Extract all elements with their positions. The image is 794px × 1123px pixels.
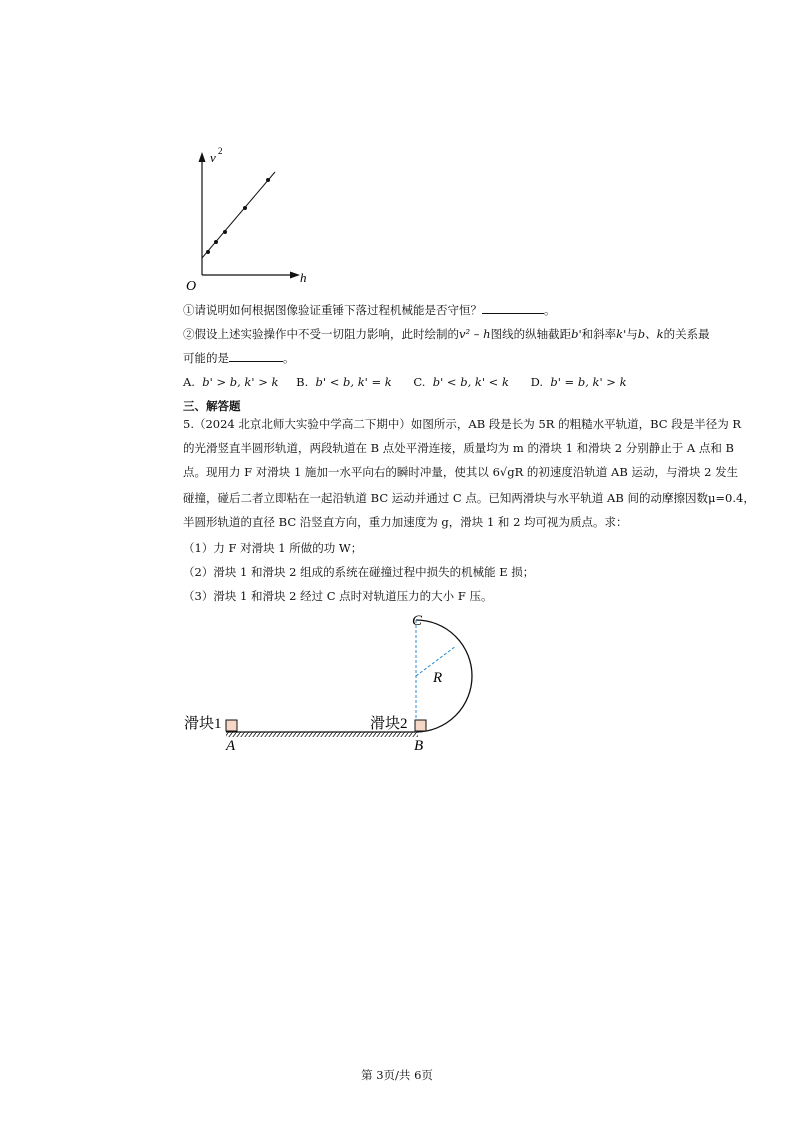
problem-5-line: 点。现用力 F 对滑块 1 施加一水平向右的瞬时冲量，使其以 6√gR 的初速度沿轨道 AB 运动，与滑块 2 发生	[183, 465, 739, 479]
data-point	[243, 206, 247, 210]
slider-1-block	[226, 720, 237, 731]
problem-5-line: 半圆形轨道的直径 BC 沿竖直方向，重力加速度为 g，滑块 1 和 2 均可视为质点。求：	[183, 515, 628, 529]
label-slider-2: 滑块2	[370, 716, 408, 732]
sub-question-1: （1）力 F 对滑块 1 所做的功 W；	[183, 541, 363, 555]
label-a: A	[226, 738, 236, 754]
origin-label: O	[186, 279, 197, 294]
label-c: C	[412, 613, 423, 629]
data-point	[266, 178, 270, 182]
y-axis-sup: 2	[218, 146, 223, 156]
x-axis-label: h	[300, 270, 307, 285]
label-b: B	[414, 738, 424, 754]
fit-line	[202, 172, 275, 258]
options-row	[183, 374, 627, 390]
problem-5-line: 碰撞，碰后二者立即粘在一起沿轨道 BC 运动并通过 C 点。已知两滑块与水平轨道 AB 间的动摩擦因数μ=0.4，	[183, 491, 755, 505]
answer-blank-2[interactable]	[229, 350, 283, 362]
v2-h-graph	[180, 140, 330, 295]
sub-question-2: （2）滑块 1 和滑块 2 组成的系统在碰撞过程中损失的机械能 E 损；	[183, 565, 535, 579]
question-2-line1: ②假设上述实验操作中不受一切阻力影响，此时绘制的v² – h图线的纵轴截距b'和斜率k'与b、k的关系最	[183, 327, 710, 341]
section-title: 三、解答题	[183, 399, 241, 413]
semicircle-track	[416, 620, 472, 732]
question-2-line2: 可能的是 。	[183, 351, 295, 365]
track-diagram	[180, 608, 480, 758]
option-b[interactable]: B. b' < b, k' = k	[296, 375, 392, 389]
sub-question-3: （3）滑块 1 和滑块 2 经过 C 点时对轨道压力的大小 F 压。	[183, 589, 493, 603]
ground-hatch	[226, 732, 418, 737]
y-axis-label: v	[210, 150, 216, 165]
question-1: ①请说明如何根据图像验证重锤下落过程机械能是否守恒？ 。	[183, 303, 556, 317]
option-c[interactable]: C. b' < b, k' < k	[413, 375, 509, 389]
slider-2-block	[415, 720, 426, 731]
data-point	[206, 250, 210, 254]
label-slider-1: 滑块1	[184, 716, 222, 732]
problem-5-line: 5.（2024 北京北师大实验中学高二下期中）如图所示，AB 段是长为 5R 的粗糙水平轨道，BC 段是半径为 R	[183, 417, 742, 431]
option-a[interactable]: A. b' > b, k' > k	[183, 375, 279, 389]
data-point	[223, 230, 227, 234]
x-axis-arrow	[290, 272, 300, 279]
label-r: R	[433, 670, 443, 686]
data-point	[214, 240, 218, 244]
y-axis-arrow	[199, 152, 206, 162]
answer-blank-1[interactable]	[482, 302, 544, 314]
option-d[interactable]: D. b' = b, k' > k	[530, 375, 627, 389]
page-footer: 第 3页/共 6页	[361, 1068, 433, 1082]
problem-5-line: 的光滑竖直半圆形轨道，两段轨道在 B 点处平滑连接，质量均为 m 的滑块 1 和滑块 2 分别静止于 A 点和 B	[183, 441, 734, 455]
